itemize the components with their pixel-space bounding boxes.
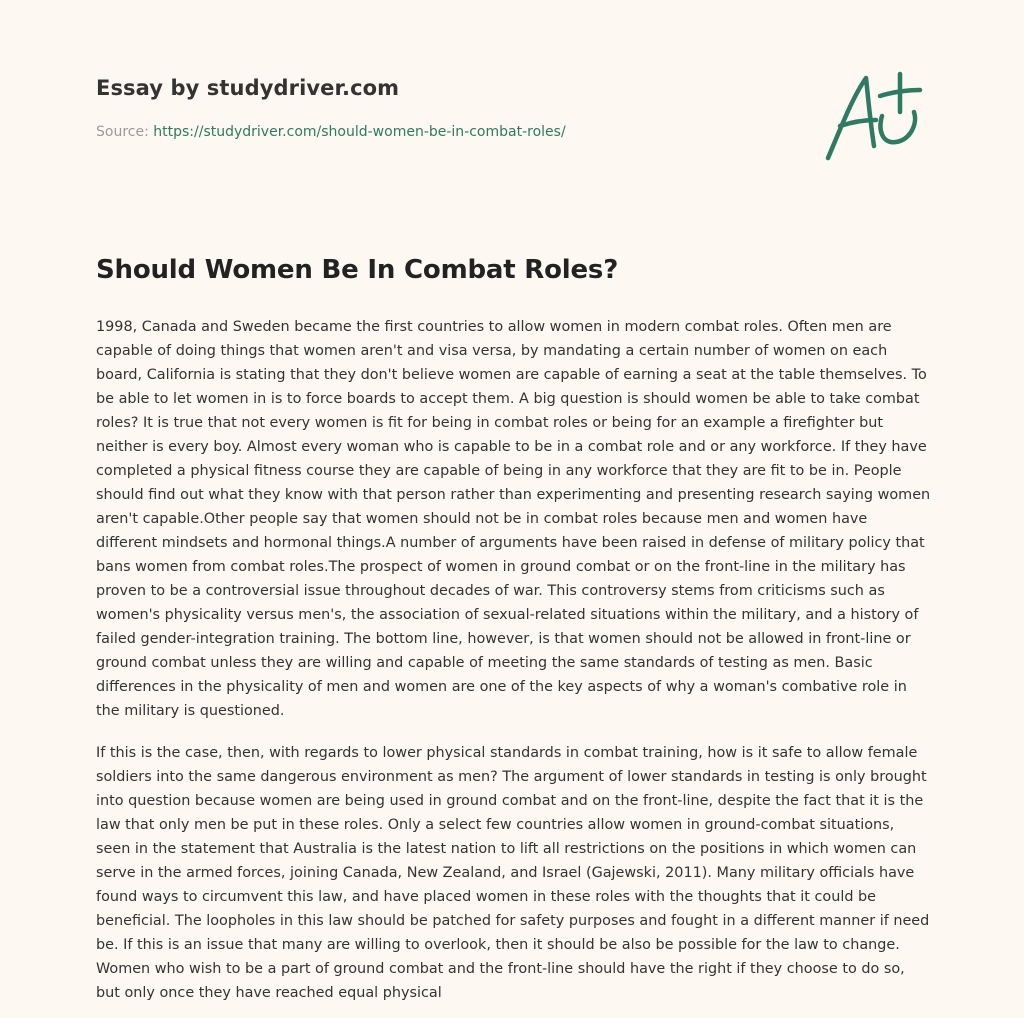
- site-brand: Essay by studydriver.com: [96, 76, 400, 100]
- essay-paragraph: If this is the case, then, with regards to lower physical standards in combat training, how is it safe to allow female soldiers into the same dangerous environment as men? The argument of lower standards in testing is only brought into question because women are being used in ground combat and on the front-line, despite the fact that it is the law that only men be put in these roles. Only a select few countries allow women in ground-combat situations, seen in the statement that Australia is the latest nation to lift all restrictions on the positions in which women can serve in the armed forces, joining Canada, New Zealand, and Israel (Gajewski, 2011). Many military officials have found ways to circumvent this law, and have placed women in these roles with the thoughts that it could be beneficial. The loopholes in this law should be patched for safety purposes and fought in a different manner if need be. If this is an issue that many are willing to overlook, then it should be also be possible for the law to change. Women who wish to be a part of ground combat and the front-line should have the right if they choose to do so, but only once they have reached equal physical: [96, 745, 930, 1001]
- source-line: [96, 124, 566, 140]
- source-link[interactable]: https://studydriver.com/should-women-be-in-combat-roles/: [153, 124, 566, 140]
- source-label: Source:: [96, 124, 149, 140]
- a-plus-grade-icon: [822, 68, 926, 164]
- essay-paragraph: 1998, Canada and Sweden became the first countries to allow women in modern combat roles. Often men are capable of doing things that women aren't and visa versa, by mandating a certain number of women on each board, California is stating that they don't believe women are capable of earning a seat at the table themselves. To be able to let women in is to force boards to accept them. A big question is should women be able to take combat roles? It is true that not every women is fit for being in combat roles or being for an example a firefighter but neither is every boy. Almost every woman who is capable to be in a combat role and or any workforce. If they have completed a physical fitness course they are capable of being in any workforce that they are fit to be in. People should find out what they know with that person rather than experimenting and presenting research saying women aren't capable.Other people say that women should not be in combat roles because men and women have different mindsets and hormonal things.A number of arguments have been raised in defense of military policy that bans women from combat roles.The prospect of women in ground combat or on the front-line in the military has proven to be a controversial issue throughout decades of war. This controversy stems from criticisms such as women's physicality versus men's, the association of sexual-related situations within the military, and a history of failed gender-integration training. The bottom line, however, is that women should not be allowed in front-line or ground combat unless they are willing and capable of meeting the same standards of testing as men. Basic differences in the physicality of men and women are one of the key aspects of why a woman's combative role in the military is questioned.: [96, 319, 931, 719]
- essay-body: [96, 315, 932, 1018]
- essay-title: Should Women Be In Combat Roles?: [96, 255, 619, 285]
